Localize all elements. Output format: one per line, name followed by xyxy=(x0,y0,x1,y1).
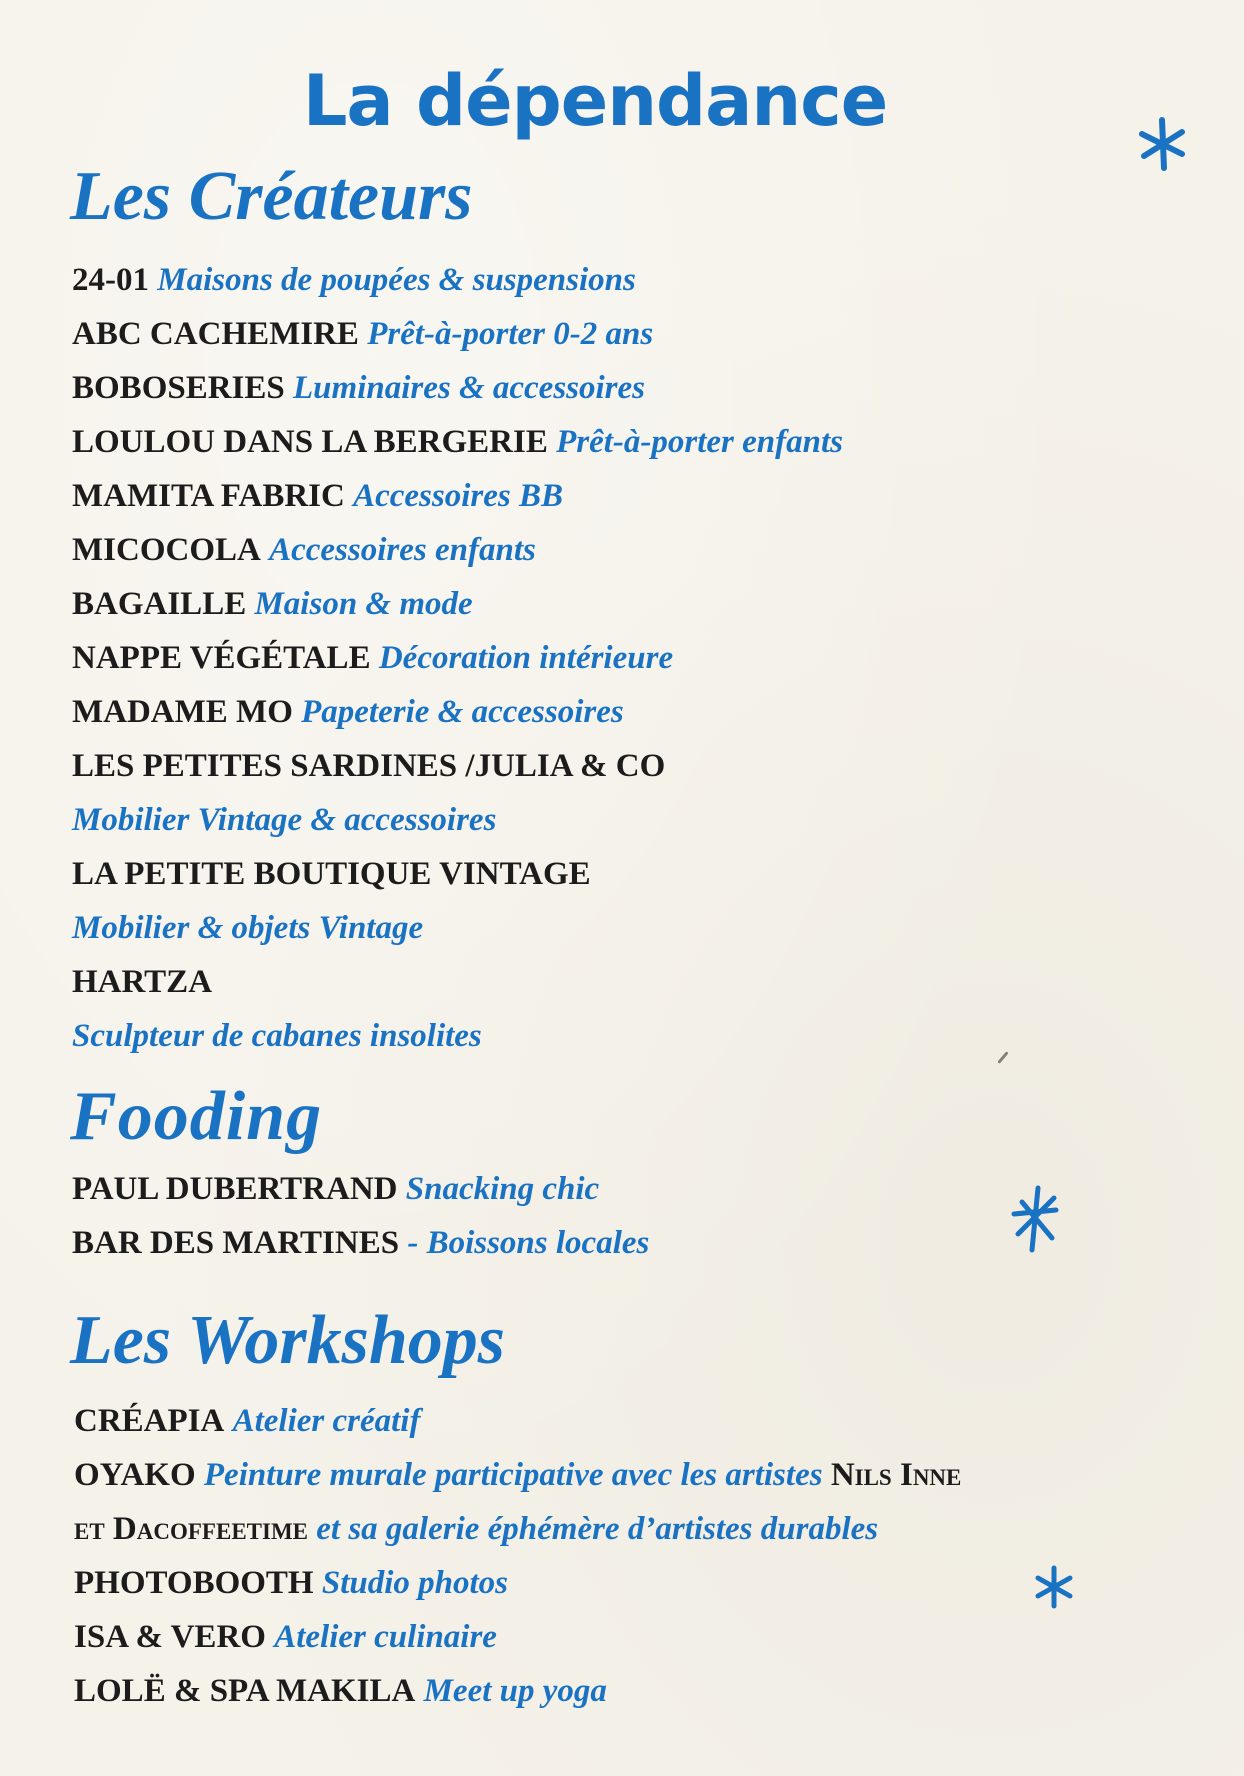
list-item xyxy=(72,1162,649,1216)
list-item xyxy=(72,739,843,793)
item-name: PHOTOBOOTH xyxy=(74,1565,314,1601)
list-item xyxy=(72,361,843,415)
list-item xyxy=(72,901,843,955)
item-desc: Mobilier & objets Vintage xyxy=(72,910,424,946)
item-desc: et sa galerie éphémère d’artistes durables xyxy=(316,1511,879,1547)
item-name: PAUL DUBERTRAND xyxy=(72,1171,398,1207)
list-item xyxy=(72,847,843,901)
item-desc: Accessoires enfants xyxy=(269,532,536,568)
item-name: MICOCOLA xyxy=(72,532,261,568)
item-desc: Sculpteur de cabanes insolites xyxy=(72,1018,482,1054)
list-item xyxy=(74,1664,961,1718)
item-name: CRÉAPIA xyxy=(74,1403,225,1439)
fooding-list xyxy=(72,1162,649,1270)
list-item xyxy=(72,1009,843,1063)
list-item xyxy=(72,1216,649,1270)
list-item xyxy=(72,307,843,361)
item-desc: Prêt-à-porter enfants xyxy=(556,424,844,460)
item-name: 24-01 xyxy=(72,262,149,298)
brand-title: La dépendance xyxy=(302,60,888,142)
item-desc: Studio photos xyxy=(321,1565,509,1601)
workshops-list xyxy=(74,1394,961,1718)
item-desc: Atelier créatif xyxy=(232,1403,421,1439)
item-desc: Snacking chic xyxy=(405,1171,600,1207)
item-name: MAMITA FABRIC xyxy=(72,478,345,514)
list-item xyxy=(72,793,843,847)
item-desc: Décoration intérieure xyxy=(378,640,674,676)
list-item xyxy=(72,577,843,631)
list-item xyxy=(72,685,843,739)
list-item xyxy=(74,1448,961,1502)
item-desc: Atelier culinaire xyxy=(274,1619,497,1655)
item-desc: Papeterie & accessoires xyxy=(301,694,624,730)
item-name: OYAKO xyxy=(74,1457,196,1493)
list-item xyxy=(74,1610,961,1664)
item-desc: Meet up yoga xyxy=(423,1673,607,1709)
asterisk-star-icon xyxy=(1034,1564,1074,1610)
item-desc: Maison & mode xyxy=(254,586,473,622)
item-desc: Maisons de poupées & suspensions xyxy=(157,262,636,298)
item-name: ISA & VERO xyxy=(74,1619,266,1655)
list-item xyxy=(72,469,843,523)
list-item xyxy=(74,1556,961,1610)
item-name: HARTZA xyxy=(72,964,213,1000)
item-artist-names: et Dacoffeetime xyxy=(74,1511,308,1547)
section-title-fooding: Fooding xyxy=(70,1078,323,1155)
list-item xyxy=(72,523,843,577)
list-item xyxy=(72,955,843,1009)
item-name: NAPPE VÉGÉTALE xyxy=(72,640,371,676)
paper-speck xyxy=(997,1051,1008,1064)
item-name: BOBOSERIES xyxy=(72,370,285,406)
item-name: LES PETITES SARDINES /JULIA & CO xyxy=(72,748,666,784)
item-desc: Luminaires & accessoires xyxy=(293,370,646,406)
item-desc: - Boissons locales xyxy=(407,1225,650,1261)
list-item xyxy=(72,631,843,685)
item-name: MADAME MO xyxy=(72,694,293,730)
item-name: LA PETITE BOUTIQUE VINTAGE xyxy=(72,856,591,892)
item-name: BAR DES MARTINES xyxy=(72,1225,400,1261)
createurs-list xyxy=(72,253,843,1063)
item-desc: Mobilier Vintage & accessoires xyxy=(72,802,497,838)
list-item xyxy=(72,415,843,469)
asterisk-star-icon xyxy=(1008,1184,1062,1254)
list-item xyxy=(74,1502,961,1556)
list-item xyxy=(74,1394,961,1448)
list-item xyxy=(72,253,843,307)
section-title-workshops: Les Workshops xyxy=(70,1302,506,1379)
item-name: ABC CACHEMIRE xyxy=(72,316,359,352)
item-desc: Peinture murale participative avec les artistes xyxy=(203,1457,823,1493)
item-artist-names: Nils Inne xyxy=(830,1457,962,1493)
asterisk-star-icon xyxy=(1136,114,1188,174)
section-title-createurs: Les Créateurs xyxy=(70,158,473,235)
item-name: LOULOU DANS LA BERGERIE xyxy=(72,424,548,460)
item-name: BAGAILLE xyxy=(72,586,247,622)
item-name: LOLË & SPA MAKILA xyxy=(74,1673,416,1709)
item-desc: Accessoires BB xyxy=(353,478,564,514)
item-desc: Prêt-à-porter 0-2 ans xyxy=(367,316,654,352)
